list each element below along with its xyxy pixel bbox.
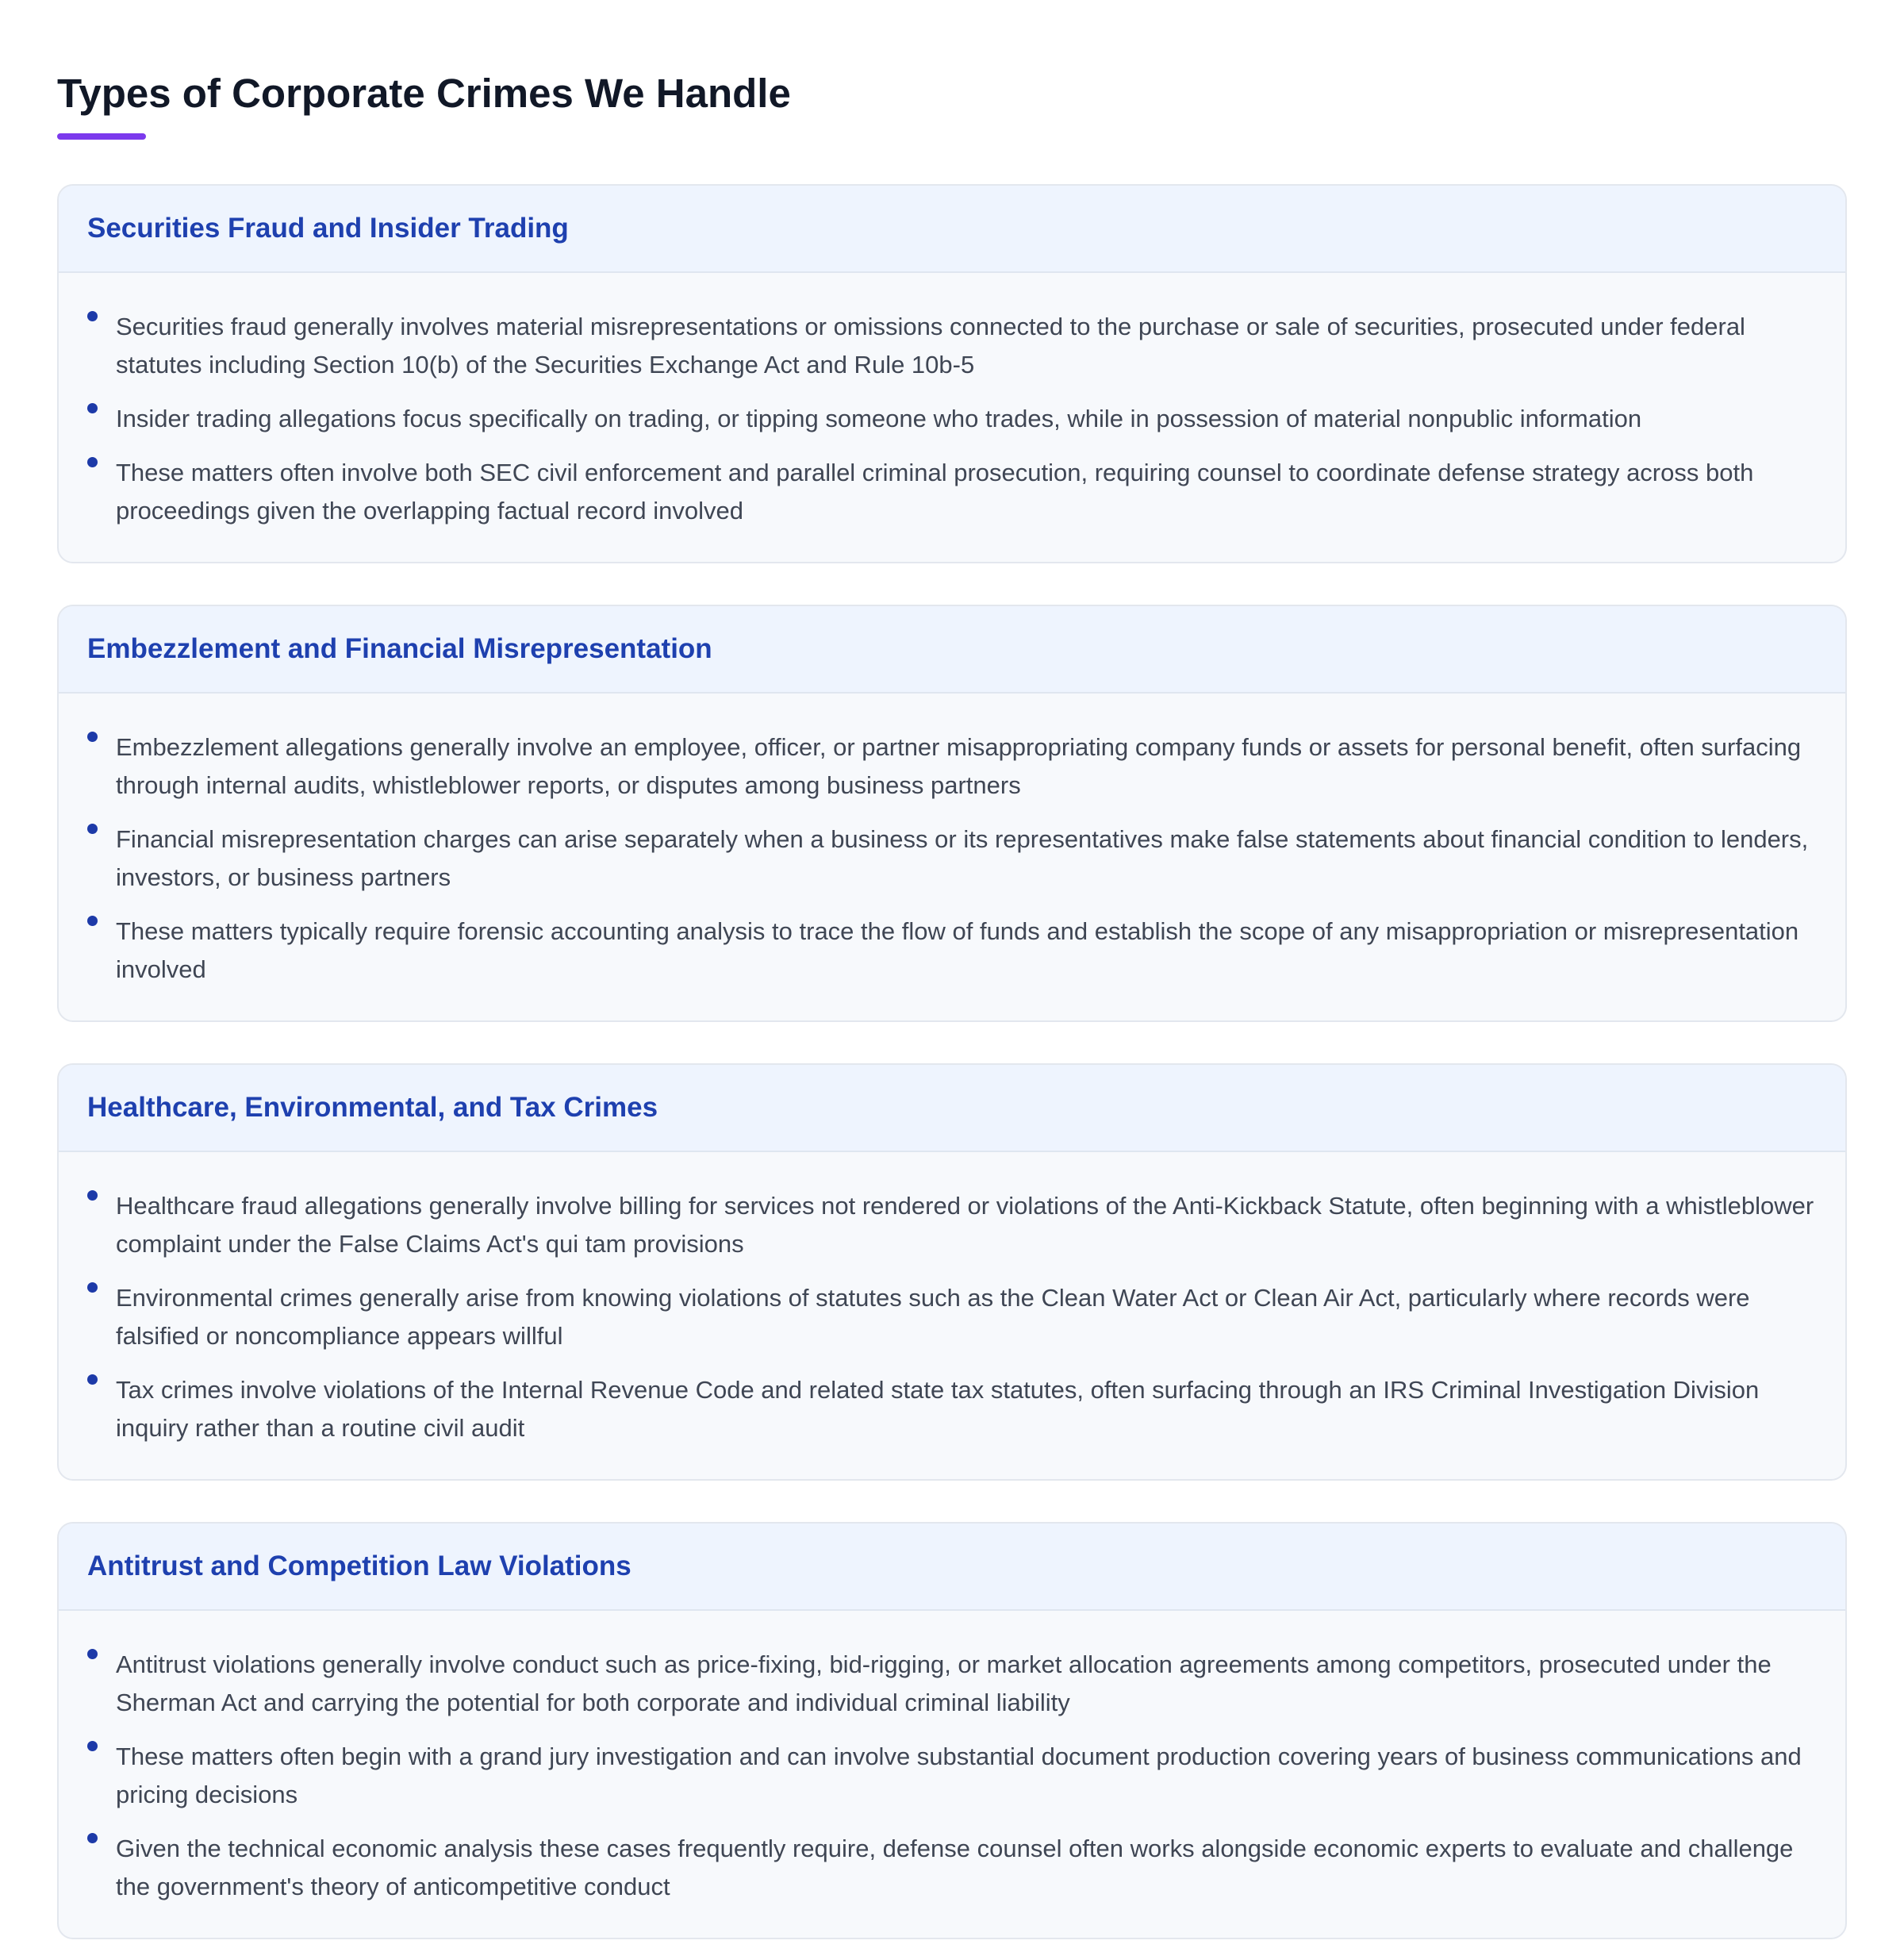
list-item-text: Embezzlement allegations generally involve an employee, officer, or partner misappropriating company funds or assets for personal benefit, often surfacing through internal audits, whistleblower reports, or disputes among business partners bbox=[116, 733, 1802, 799]
bullet-icon bbox=[87, 916, 98, 926]
page-title: Types of Corporate Crimes We Handle bbox=[57, 71, 791, 116]
list-item-text: Securities fraud generally involves material misrepresentations or omissions connected to the purchase or sale of securities, prosecuted under federal statutes including Section 10(b) of the Securities Exchange Act and Rule 10b-5 bbox=[116, 313, 1745, 378]
section-title: Embezzlement and Financial Misrepresentation bbox=[87, 633, 712, 664]
bullet-icon bbox=[87, 457, 98, 467]
bullet-icon bbox=[87, 1282, 98, 1293]
bullet-icon bbox=[87, 1374, 98, 1385]
section-body bbox=[59, 694, 1845, 1020]
list-item-text: Environmental crimes generally arise from knowing violations of statutes such as the Clean Water Act or Clean Air Act, particularly where records were falsified or noncompliance appears willful bbox=[116, 1284, 1750, 1350]
list-item-text: Financial misrepresentation charges can arise separately when a business or its representatives make false statements about financial condition to lenders, investors, or business partners bbox=[116, 825, 1809, 891]
section-body bbox=[59, 1152, 1845, 1479]
bullet-icon bbox=[87, 732, 98, 742]
section-body bbox=[59, 1611, 1845, 1938]
section-header bbox=[59, 186, 1845, 273]
bullet-icon bbox=[87, 824, 98, 834]
list-item-text: Insider trading allegations focus specifically on trading, or tipping someone who trades, while in possession of material nonpublic information bbox=[116, 405, 1642, 432]
list-item-text: These matters often involve both SEC civil enforcement and parallel criminal prosecution, requiring counsel to coordinate defense strategy across both proceedings given the overlapping factual record involved bbox=[116, 459, 1754, 525]
bullet-list bbox=[87, 728, 1817, 989]
list-item bbox=[87, 1738, 1817, 1814]
bullet-icon bbox=[87, 1649, 98, 1659]
section-header bbox=[59, 1065, 1845, 1152]
section-body bbox=[59, 273, 1845, 562]
list-item-text: Given the technical economic analysis these cases frequently require, defense counsel often works alongside economic experts to evaluate and challenge the government's theory of anticompetitive conduct bbox=[116, 1835, 1794, 1900]
section-card-securities-fraud bbox=[57, 184, 1847, 563]
list-item bbox=[87, 728, 1817, 805]
bullet-icon bbox=[87, 403, 98, 413]
bullet-icon bbox=[87, 1190, 98, 1201]
list-item bbox=[87, 1830, 1817, 1906]
list-item-text: These matters typically require forensic accounting analysis to trace the flow of funds and establish the scope of any misappropriation or misrepresentation involved bbox=[116, 917, 1799, 983]
list-item bbox=[87, 454, 1817, 530]
list-item-text: Tax crimes involve violations of the Internal Revenue Code and related state tax statutes, often surfacing through an IRS Criminal Investigation Division inquiry rather than a routine civil audit bbox=[116, 1376, 1760, 1442]
list-item bbox=[87, 308, 1817, 384]
list-item bbox=[87, 820, 1817, 897]
list-item-text: Healthcare fraud allegations generally involve billing for services not rendered or violations of the Anti-Kickback Statute, often beginning with a whistleblower complaint under the False Claims Act's qui tam provisions bbox=[116, 1192, 1814, 1258]
bullet-icon bbox=[87, 311, 98, 321]
list-item bbox=[87, 1279, 1817, 1355]
section-header bbox=[59, 1524, 1845, 1611]
bullet-list bbox=[87, 1187, 1817, 1447]
bullet-icon bbox=[87, 1741, 98, 1751]
title-accent-bar bbox=[57, 133, 146, 140]
bullet-list bbox=[87, 308, 1817, 530]
section-card-embezzlement bbox=[57, 605, 1847, 1022]
section-card-antitrust bbox=[57, 1522, 1847, 1939]
list-item-text: These matters often begin with a grand jury investigation and can involve substantial document production covering years of business communications and pricing decisions bbox=[116, 1743, 1802, 1808]
section-card-healthcare-environmental-tax bbox=[57, 1063, 1847, 1481]
section-title: Healthcare, Environmental, and Tax Crimes bbox=[87, 1092, 658, 1123]
bullet-list bbox=[87, 1646, 1817, 1906]
list-item bbox=[87, 913, 1817, 989]
list-item bbox=[87, 400, 1817, 438]
section-title: Securities Fraud and Insider Trading bbox=[87, 213, 569, 244]
section-header bbox=[59, 606, 1845, 694]
list-item-text: Antitrust violations generally involve conduct such as price-fixing, bid-rigging, or market allocation agreements among competitors, prosecuted under the Sherman Act and carrying the potential for both corporate and individual criminal liability bbox=[116, 1650, 1772, 1716]
list-item bbox=[87, 1646, 1817, 1722]
list-item bbox=[87, 1371, 1817, 1447]
section-title: Antitrust and Competition Law Violations bbox=[87, 1550, 631, 1581]
list-item bbox=[87, 1187, 1817, 1263]
bullet-icon bbox=[87, 1833, 98, 1843]
